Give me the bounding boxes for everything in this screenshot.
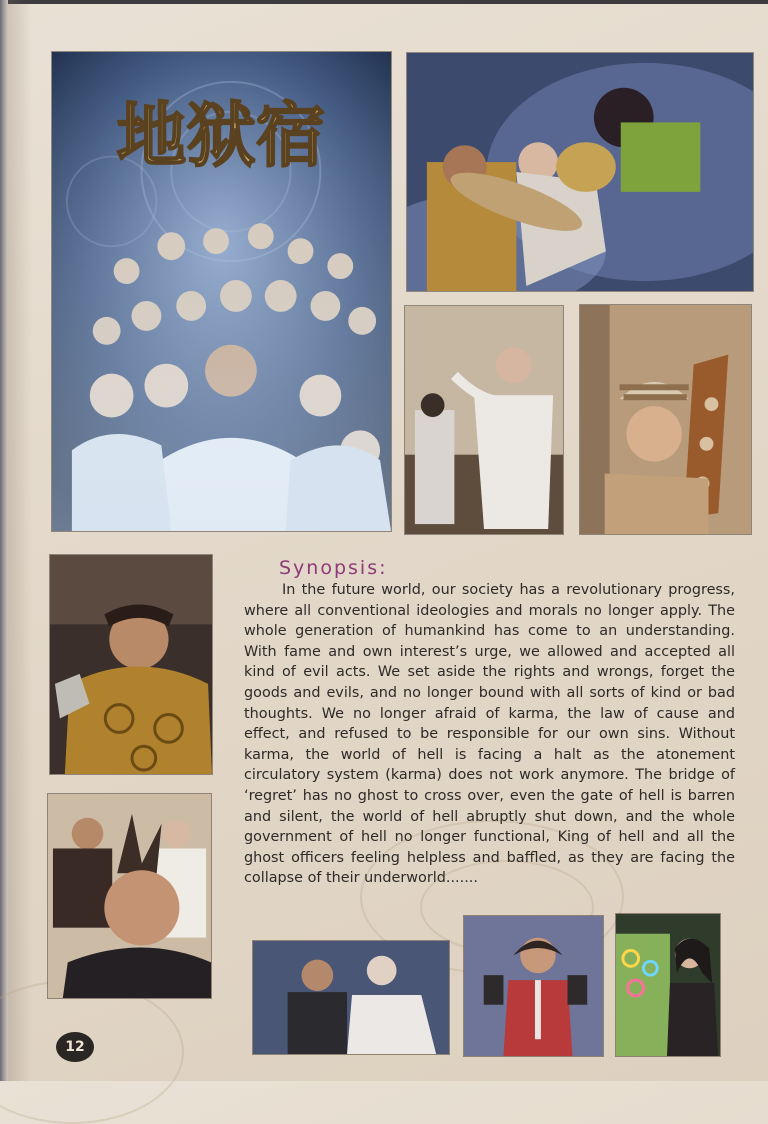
poster-title: 地狱宿 (116, 95, 326, 177)
stage-photo-gold-cloak (49, 554, 213, 775)
page-top-edge (0, 0, 768, 4)
page-spine (0, 0, 8, 1081)
page-number: 12 (56, 1032, 94, 1062)
stage-photo-duo (252, 940, 450, 1055)
stage-photo-white-robe (404, 305, 564, 535)
stage-photo-smoke (406, 52, 754, 292)
stage-photo-red-jacket (463, 915, 604, 1057)
synopsis-body: In the future world, our society has a revolutionary progress, where all conventional ideologies and morals no longer apply. The whole generation of humankind has come to an understanding. With fame and own interest’s urge, we allowed and accepted all kind of evil acts. We set aside the rights and wrongs, forget the goods and evils, and no longer bound with all sorts of kind or bad thoughts. We no longer afraid of karma, the law of cause and effect, and refused to be responsible for our own sins. Without karma, the world of hell is facing a halt as the atonement circulatory system (karma) does not work anymore. The bridge of ‘regret’ has no ghost to cross over, even the gate of hell is barren and silent, the world of hell abruptly shut down, and the whole government of hell no longer functional, King of hell and all the ghost officers feeling helpless and baffled, as they are facing the collapse of their underworld....... (244, 582, 735, 887)
page-spine-shadow (8, 0, 32, 1081)
stage-photo-spiky-hair (47, 793, 212, 999)
synopsis-title: Synopsis: (279, 557, 388, 579)
poster-image (51, 51, 392, 532)
stage-photo-neon (615, 913, 721, 1057)
stage-photo-striped-hat (579, 304, 752, 535)
